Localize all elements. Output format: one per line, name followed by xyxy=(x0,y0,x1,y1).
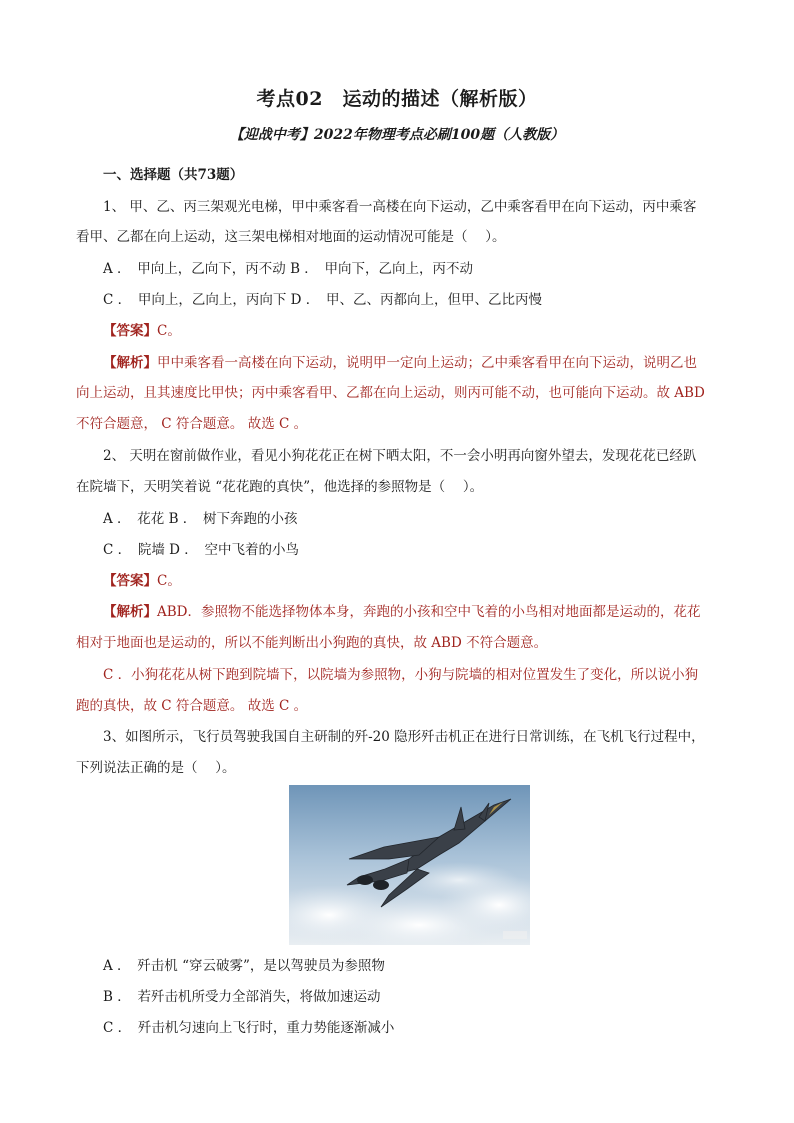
q3-stem-line1: 3、如图所示，飞行员驾驶我国自主研制的歼-20 隐形歼击机正在进行日常训练，在飞机飞行过程中， xyxy=(103,729,705,745)
q2-explanation-line3: C ．小狗花花从树下跑到院墙下，以院墙为参照物，小狗与院墙的相对位置发生了变化，所以说小狗 xyxy=(103,667,699,683)
q3-stem-line2: 下列说法正确的是（ ）。 xyxy=(76,760,236,776)
q3-option-c: C ． 歼击机匀速向上飞行时，重力势能逐渐减小 xyxy=(103,1020,395,1036)
section-heading: 一、选择题（共73题） xyxy=(103,167,244,183)
q1-options-cd: C ． 甲向上，乙向上，丙向下 D ． 甲、乙、丙都向上，但甲、乙比丙慢 xyxy=(103,292,543,308)
q2-options-ab: A ． 花花 B ． 树下奔跑的小孩 xyxy=(103,511,298,527)
q1-options-ab: A ． 甲向上，乙向下，丙不动 B ． 甲向下，乙向上，丙不动 xyxy=(103,261,474,277)
q3-option-a: A ． 歼击机 “穿云破雾”，是以驾驶员为参照物 xyxy=(103,958,385,974)
q1-stem-line1: 1、 甲、乙、丙三架观光电梯，甲中乘客看一高楼在向下运动，乙中乘客看甲在向下运动，丙中乘客 xyxy=(103,199,697,215)
explanation-text: ABD．参照物不能选择物体本身，奔跑的小孩和空中飞着的小鸟相对地面都是运动的，花花 xyxy=(157,604,701,620)
q1-answer xyxy=(103,322,181,340)
q2-options-cd: C ． 院墙 D ． 空中飞着的小鸟 xyxy=(103,542,300,558)
q1-explanation-line3: 不符合题意， C 符合题意。 故选 C 。 xyxy=(76,416,308,432)
answer-label: 【答案】 xyxy=(103,573,157,589)
explanation-label: 【解析】 xyxy=(103,604,157,620)
q2-explanation-line1 xyxy=(103,603,701,621)
answer-value: C。 xyxy=(157,573,181,589)
q2-stem-line1: 2、 天明在窗前做作业，看见小狗花花正在树下晒太阳，不一会小明再向窗外望去，发现花花已经趴 xyxy=(103,448,697,464)
q2-explanation-line4: 跑的真快，故 C 符合题意。 故选 C 。 xyxy=(76,698,308,714)
answer-value: C。 xyxy=(157,323,181,339)
q2-answer xyxy=(103,572,181,590)
q2-stem-line2: 在院墙下，天明笑着说 “花花跑的真快”，他选择的参照物是（ ）。 xyxy=(76,479,484,495)
q1-explanation-line1 xyxy=(103,354,697,372)
q3-option-b: B ． 若歼击机所受力全部消失，将做加速运动 xyxy=(103,989,381,1005)
q1-stem-line2: 看甲、乙都在向上运动，这三架电梯相对地面的运动情况可能是（ ）。 xyxy=(76,229,506,245)
q2-explanation-line2: 相对于地面也是运动的，所以不能判断出小狗跑的真快，故 ABD 不符合题意。 xyxy=(76,635,548,651)
explanation-label: 【解析】 xyxy=(103,355,157,371)
answer-label: 【答案】 xyxy=(103,323,157,339)
page-subtitle: 【迎战中考】2022年物理考点必刷100题（人教版） xyxy=(229,127,565,143)
page-title: 考点02 运动的描述（解析版） xyxy=(256,88,538,110)
explanation-text: 甲中乘客看一高楼在向下运动，说明甲一定向上运动；乙中乘客看甲在向下运动，说明乙也 xyxy=(157,355,697,371)
q1-explanation-line2: 向上运动，且其速度比甲快；丙中乘客看甲、乙都在向上运动，则丙可能不动，也可能向下运动。故 ABD xyxy=(76,385,705,401)
fighter-jet-image xyxy=(289,785,530,945)
